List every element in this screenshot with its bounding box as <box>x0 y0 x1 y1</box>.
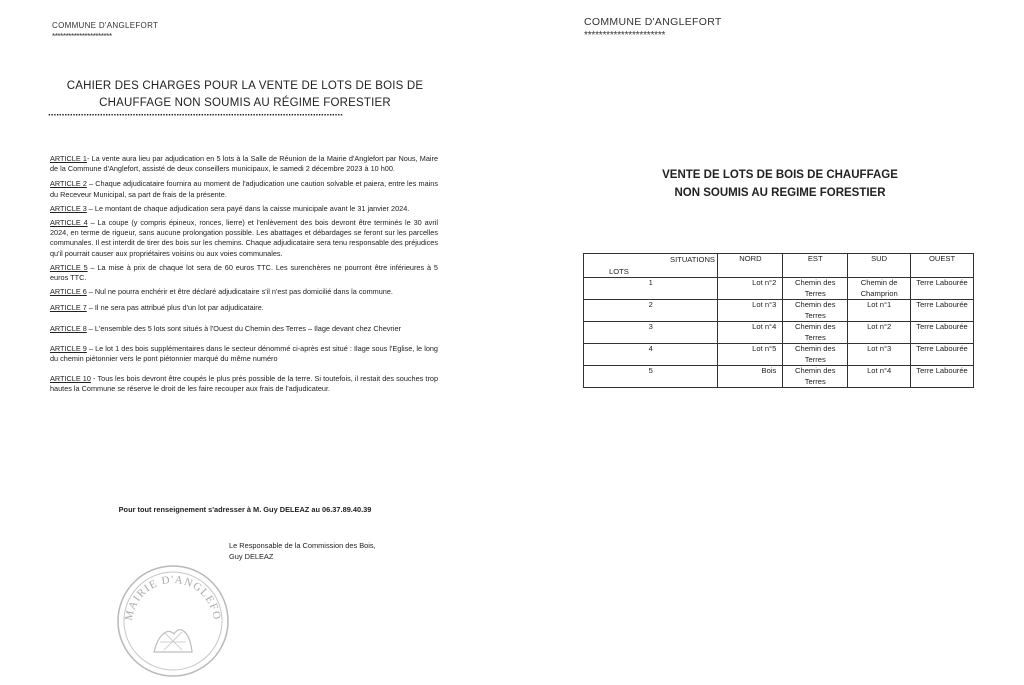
article-1-label: ARTICLE 1 <box>50 154 87 163</box>
cell-nord: Lot n°2 <box>718 278 783 300</box>
article-1 <box>50 154 438 174</box>
article-9-label: ARTICLE 9 <box>50 343 87 353</box>
article-2-label: ARTICLE 2 <box>50 179 87 189</box>
header-sud: SUD <box>848 254 911 278</box>
article-7-label: ARTICLE 7 <box>50 303 87 313</box>
header-est: EST <box>783 254 848 278</box>
article-5 <box>50 263 438 283</box>
table-row <box>584 366 974 388</box>
left-title <box>40 78 450 112</box>
article-10 <box>50 374 438 394</box>
cell-lot: 1 <box>584 278 718 300</box>
right-commune-header: COMMUNE D'ANGLEFORT <box>584 16 722 28</box>
right-commune-stars: ********************** <box>584 30 666 41</box>
article-6 <box>50 287 438 297</box>
header-lots: LOTS <box>609 267 629 276</box>
article-4-text: – La coupe (y compris épineux, ronces, lierre) et l'enlèvement des bois devront être terminés le 30 avril 2024, en terme de rigueur, sans aucune prolongation possible. Les abattages et débardages se feront sur les parcelles communales. Il est interdit de tirer des bois sur les chemins. Chaque adjudicataire sera tenu responsable des préjudices qu'il pourrait causer aux propriétaires voisins ou aux voies communales. <box>50 218 438 258</box>
cell-ouest: Terre Labourée <box>911 344 974 366</box>
cell-lot: 2 <box>584 300 718 322</box>
signature-line1: Le Responsable de la Commission des Bois, <box>229 541 376 550</box>
article-4 <box>50 218 438 259</box>
header-situations: SITUATIONS <box>670 255 716 264</box>
right-title <box>585 166 975 202</box>
article-3-label: ARTICLE 3 <box>50 203 87 213</box>
table-row <box>584 278 974 300</box>
contact-line: Pour tout renseignement s'adresser à M. Guy DELEAZ au 06.37.89.40.39 <box>118 505 372 514</box>
article-8 <box>50 324 438 334</box>
article-6-text: – Nul ne pourra enchérir et être déclaré adjudicataire s'il n'est pas domicilié dans la commune. <box>86 287 393 297</box>
lots-table <box>583 253 974 388</box>
cell-est: Chemin des Terres <box>783 322 848 344</box>
right-title-line2: NON SOUMIS AU REGIME FORESTIER <box>674 187 886 199</box>
article-6-label: ARTICLE 6 <box>50 287 87 297</box>
cell-ouest: Terre Labourée <box>911 300 974 322</box>
svg-text:MAIRIE D'ANGLEFORT <box>114 562 223 622</box>
article-10-label: ARTICLE 10 <box>50 374 91 384</box>
header-nord: NORD <box>718 254 783 278</box>
cell-nord: Lot n°5 <box>718 344 783 366</box>
cell-sud: Lot n°2 <box>848 322 911 344</box>
cell-nord: Lot n°3 <box>718 300 783 322</box>
cell-sud: Lot n°3 <box>848 344 911 366</box>
left-title-line2: CHAUFFAGE NON SOUMIS AU RÉGIME FORESTIER <box>99 97 391 109</box>
article-3 <box>50 204 438 214</box>
right-title-line1: VENTE DE LOTS DE BOIS DE CHAUFFAGE <box>662 169 898 181</box>
left-title-dotted-rule: ············································································································ <box>48 113 343 119</box>
cell-est: Chemin des Terres <box>783 366 848 388</box>
article-8-label: ARTICLE 8 <box>50 323 87 333</box>
cell-est: Chemin des Terres <box>783 344 848 366</box>
table-row <box>584 322 974 344</box>
cell-sud: Lot n°4 <box>848 366 911 388</box>
stamp-text: MAIRIE D'ANGLEFO <box>122 573 223 622</box>
cell-sud: Chemin de Champrion <box>848 278 911 300</box>
table-header-row <box>584 254 974 278</box>
cell-est: Chemin des Terres <box>783 300 848 322</box>
article-8-text: – L'ensemble des 5 lots sont situés à l'Ouest du Chemin des Terres – Ilage devant chez Chevrier <box>86 323 401 333</box>
cell-est: Chemin des Terres <box>783 278 848 300</box>
article-7 <box>50 303 438 313</box>
articles-list <box>50 154 438 395</box>
cell-lot: 3 <box>584 322 718 344</box>
cell-ouest: Terre Labourée <box>911 278 974 300</box>
left-commune-stars: ********************** <box>52 32 112 41</box>
table-row <box>584 300 974 322</box>
cell-lot: 4 <box>584 344 718 366</box>
cell-nord: Lot n°4 <box>718 322 783 344</box>
article-5-text: – La mise à prix de chaque lot sera de 60 euros TTC. Les surenchères ne pourront être inférieures à 5 euros TTC. <box>50 262 438 283</box>
article-2 <box>50 179 438 199</box>
mairie-stamp <box>114 562 232 680</box>
cell-ouest: Terre Labourée <box>911 366 974 388</box>
article-4-label: ARTICLE 4 <box>50 218 88 228</box>
header-ouest: OUEST <box>911 254 974 278</box>
article-5-label: ARTICLE 5 <box>50 262 88 272</box>
article-7-text: – Il ne sera pas attribué plus d'un lot par adjudicataire. <box>86 303 264 313</box>
left-title-line1: CAHIER DES CHARGES POUR LA VENTE DE LOTS DE BOIS DE <box>66 80 424 92</box>
cell-ouest: Terre Labourée <box>911 322 974 344</box>
article-1-text: - La vente aura lieu par adjudication en 5 lots à la Salle de Réunion de la Mairie d'Anglefort par Nous, Maire de la Commune d'Anglefort, assisté de deux conseillers municipaux, le samedi 2 décembre 2023 à 10 h00. <box>50 154 438 174</box>
header-lots-situations <box>584 254 718 278</box>
signature-block <box>229 540 376 562</box>
article-2-text: – Chaque adjudicataire fournira au moment de l'adjudication une caution solvable et paiera, entre les mains du Receveur Municipal, sa part de frais de la présente. <box>50 179 438 199</box>
cell-sud: Lot n°1 <box>848 300 911 322</box>
cell-lot: 5 <box>584 366 718 388</box>
article-10-text: - Tous les bois devront être coupés le plus près possible de la terre. Si toutefois, il restait des souches trop hautes la Commune se réserve le droit de les faire recouper aux frais de l'adjudicateur. <box>50 374 439 394</box>
article-3-text: – Le montant de chaque adjudication sera payé dans la caisse municipale avant le 31 janvier 2024. <box>86 203 410 213</box>
left-commune-header: COMMUNE D'ANGLEFORT <box>52 21 159 30</box>
cell-nord: Bois <box>718 366 783 388</box>
table-row <box>584 344 974 366</box>
stamp-seal-icon <box>114 562 232 680</box>
article-9 <box>50 344 438 364</box>
article-9-text: – Le lot 1 des bois supplémentaires dans le secteur dénommé ci-après est situé : Ilage sous l'Eglise, le long du chemin piétonnier vers le pont piétonnier marqué du même numéro <box>50 343 438 364</box>
signature-line2: Guy DELEAZ <box>229 552 274 561</box>
